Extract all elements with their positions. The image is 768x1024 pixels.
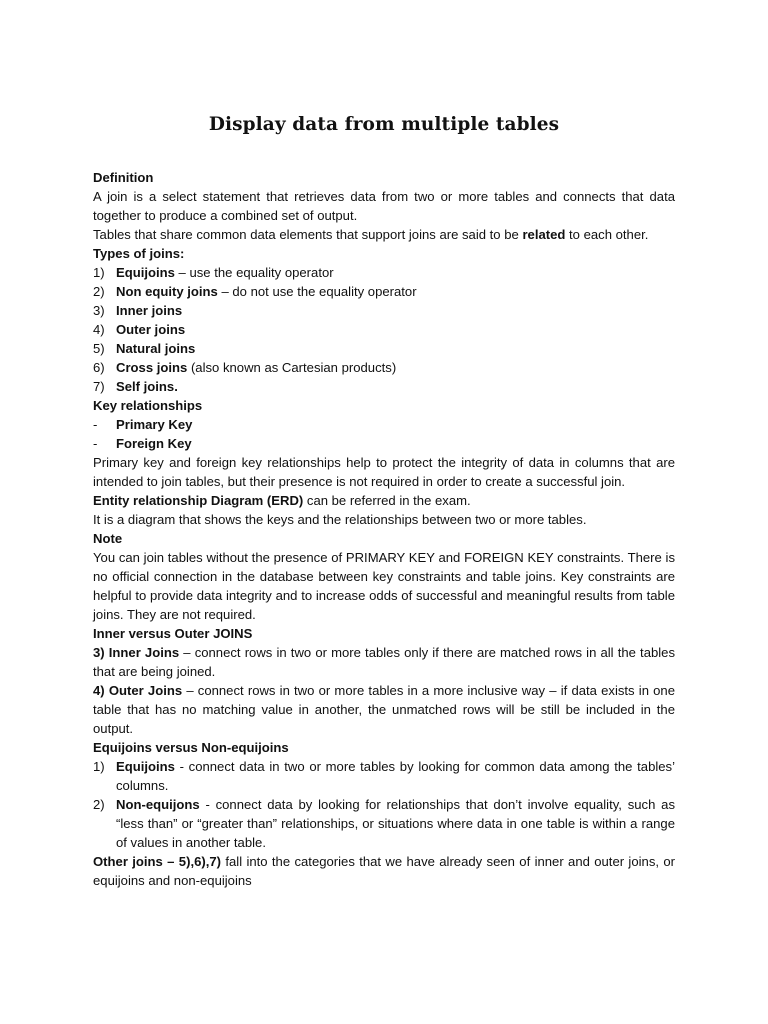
list-item <box>93 358 675 377</box>
list-item <box>93 263 675 282</box>
erd-paragraph <box>93 491 675 510</box>
definition-paragraph: A join is a select statement that retrieves data from two or more tables and connects that data together to produce a combined set of output. <box>93 189 675 223</box>
list-dash: - <box>93 417 98 432</box>
definition-heading: Definition <box>93 170 154 185</box>
list-number: 7) <box>93 379 105 394</box>
list-item-text: – do not use the equality operator <box>217 284 417 299</box>
other-joins-bold: Other joins – 5),6),7) <box>93 854 222 869</box>
note-heading: Note <box>93 531 123 546</box>
inner-joins-paragraph <box>93 643 675 681</box>
list-item-bold: Non-equijons <box>116 797 200 812</box>
equi-heading: Equijoins versus Non-equijoins <box>93 740 289 755</box>
list-item <box>93 434 675 453</box>
list-item-bold: Primary Key <box>116 417 193 432</box>
list-number: 5) <box>93 341 105 356</box>
list-item <box>93 320 675 339</box>
list-item <box>93 377 675 396</box>
list-item-bold: Foreign Key <box>116 436 192 451</box>
list-item-bold: Natural joins <box>116 341 196 356</box>
list-item-text: - connect data in two or more tables by looking for common data among the tables’ columns. <box>116 759 675 793</box>
related-bold: related <box>522 227 566 242</box>
note-paragraph: You can join tables without the presence of PRIMARY KEY and FOREIGN KEY constraints. There is no official connection in the database between key constraints and table joins. Key constraints are helpful to provide data integrity and to increase odds of successful and meaningful results from table joins. They are not required. <box>93 550 675 622</box>
list-item <box>93 339 675 358</box>
list-item-bold: Cross joins <box>116 360 188 375</box>
list-number: 4) <box>93 322 105 337</box>
erd-text: can be referred in the exam. <box>303 493 471 508</box>
list-item <box>93 301 675 320</box>
list-item <box>93 415 675 434</box>
key-paragraph: Primary key and foreign key relationships help to protect the integrity of data in columns that are intended to join tables, but their presence is not required in order to create a successful join. <box>93 455 675 489</box>
list-item-bold: Equijoins <box>116 265 175 280</box>
related-text-before: Tables that share common data elements that support joins are said to be <box>93 227 523 242</box>
diagram-paragraph: It is a diagram that shows the keys and the relationships between two or more tables. <box>93 512 587 527</box>
outer-joins-paragraph <box>93 681 675 738</box>
list-item-bold: Self joins. <box>116 379 178 394</box>
other-joins-text: fall into the categories that we have already seen of inner and outer joins, or equijoins and non-equijoins <box>93 854 675 888</box>
list-item-bold: Outer joins <box>116 322 186 337</box>
list-item-bold: Non equity joins <box>116 284 218 299</box>
list-item <box>93 757 675 795</box>
related-text-after: to each other. <box>565 227 649 242</box>
list-item-text: – use the equality operator <box>174 265 334 280</box>
list-number: 1) <box>93 265 105 280</box>
list-item <box>93 795 675 852</box>
list-item <box>93 282 675 301</box>
list-item-text: (also known as Cartesian products) <box>187 360 397 375</box>
erd-bold: Entity relationship Diagram (ERD) <box>93 493 304 508</box>
inner-joins-text: – connect rows in two or more tables only if there are matched rows in all the tables that are being joined. <box>93 645 675 679</box>
document-body <box>93 168 675 890</box>
list-number: 3) <box>93 303 105 318</box>
inner-joins-bold: 3) Inner Joins <box>93 645 180 660</box>
list-number: 1) <box>93 759 105 774</box>
list-dash: - <box>93 436 98 451</box>
list-item-bold: Inner joins <box>116 303 183 318</box>
types-heading: Types of joins: <box>93 246 185 261</box>
key-heading: Key relationships <box>93 398 203 413</box>
other-joins-paragraph <box>93 852 675 890</box>
related-paragraph <box>93 225 675 244</box>
page-title: Display data from multiple tables <box>208 114 560 135</box>
list-number: 6) <box>93 360 105 375</box>
list-number: 2) <box>93 797 105 812</box>
list-item-bold: Equijoins <box>116 759 175 774</box>
outer-joins-bold: 4) Outer Joins <box>93 683 183 698</box>
list-item-text: - connect data by looking for relationships that don’t involve equality, such as “less than” or “greater than” relationships, or situations where data in one table is within a range of values in another table. <box>116 797 675 850</box>
outer-joins-text: – connect rows in two or more tables in a more inclusive way – if data exists in one table that has no matching value in another, the unmatched rows will be still be included in the output. <box>93 683 676 736</box>
list-number: 2) <box>93 284 105 299</box>
inner-outer-heading: Inner versus Outer JOINS <box>93 626 253 641</box>
